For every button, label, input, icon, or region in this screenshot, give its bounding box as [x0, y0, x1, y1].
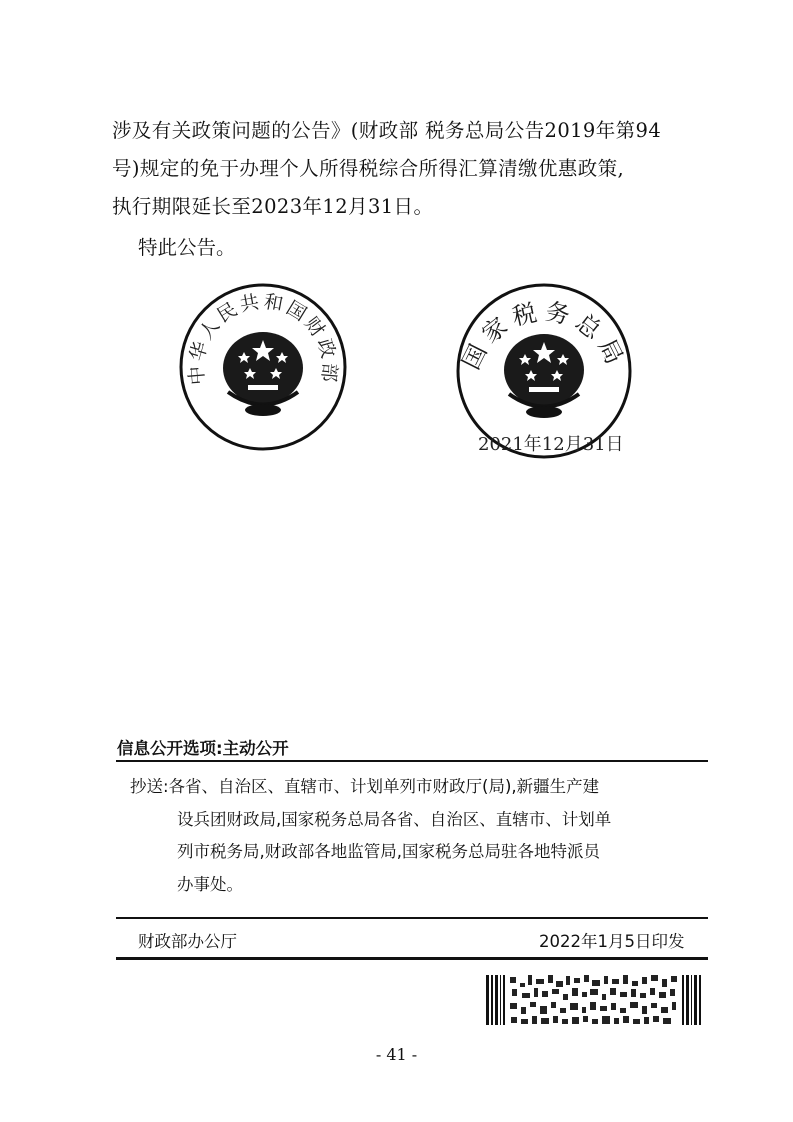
copy-to-line-3: 列市税务局,财政部各地监管局,国家税务总局驻各地特派员	[177, 842, 600, 861]
document-barcode	[486, 975, 704, 1025]
divider-bottom	[116, 957, 708, 960]
page-number: - 41 -	[375, 1045, 418, 1064]
closing-text: 特此公告。	[138, 236, 236, 259]
left-seal-ring-text: 中华人民共和国财政部	[185, 290, 341, 386]
body-line-2: 号)规定的免于办理个人所得税综合所得汇算清缴优惠政策,	[112, 157, 625, 180]
body-line-3: 执行期限延长至2023年12月31日。	[112, 195, 434, 218]
print-date: 2022年1月5日印发	[539, 932, 685, 951]
body-line-1: 涉及有关政策问题的公告》(财政部 税务总局公告2019年第94	[112, 119, 662, 142]
divider-top	[116, 760, 708, 762]
right-seal-ring-text: 国家税务总局	[456, 297, 632, 374]
disclosure-option: 信息公开选项:主动公开	[117, 739, 289, 758]
copy-to-line-1: 抄送:各省、自治区、直辖市、计划单列市财政厅(局),新疆生产建	[130, 777, 600, 796]
copy-to-line-2: 设兵团财政局,国家税务总局各省、自治区、直辖市、计划单	[177, 809, 612, 829]
seal-date: 2021年12月31日	[478, 434, 624, 455]
copy-to-block	[130, 771, 710, 901]
divider-middle	[116, 917, 708, 919]
copy-to-line-4: 办事处。	[177, 874, 243, 894]
issuing-office: 财政部办公厅	[138, 932, 237, 951]
body-paragraph	[112, 112, 712, 226]
ministry-of-finance-seal	[178, 282, 348, 452]
